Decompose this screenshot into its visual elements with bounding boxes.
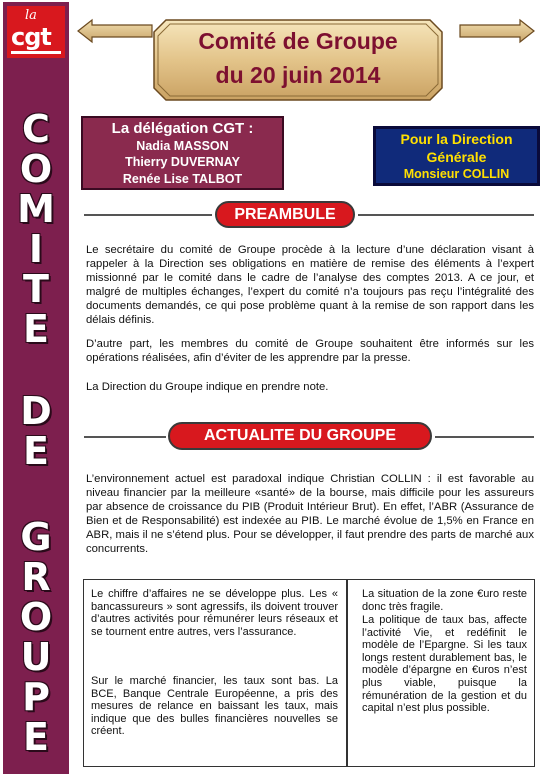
direction-line: Monsieur COLLIN [403,167,510,181]
vertical-letter: O [19,595,53,639]
left-arrow-ornament [76,18,154,44]
delegation-title: La délégation CGT : [111,120,254,137]
title-frame [152,18,444,102]
delegation-member: Nadia MASSON [136,139,229,153]
actualite-heading: ACTUALITE DU GROUPE [168,422,432,450]
preambule-paragraph: D’autre part, les membres du comité de Groupe souhaitent être informés sur les opérations réalisées, afin d’éviter de les apprendre par la presse. [86,338,534,364]
right-column-paragraph: La situation de la zone €uro reste donc très fragile. [362,588,527,613]
vertical-letter: R [21,555,51,599]
vertical-letter: T [23,267,49,311]
actualite-rule-left [84,436,166,438]
title-line-2: du 20 juin 2014 [215,62,381,88]
vertical-letter: G [20,515,52,559]
vertical-letter: E [23,715,49,759]
delegation-box [81,116,284,190]
preambule-paragraph: Le secrétaire du comité de Groupe procède à la lecture d’une déclaration visant à rappeler à la Direction ses obligations en matière de remise des éléments à l’expert missionné par le comité dans le cadre de l’analyse des comptes 2013. A ce jour, et malgré de multiples échanges, l’expert du comité n’a toujours pas reçu l’intégralité des documents demandés, ce qui pose problème quant à la remise de son rapport dans les délais définis. [86,244,534,326]
left-column-paragraph: Sur le marché financier, les taux sont bas. La BCE, Banque Centrale Européenne, a pris des mesures de relance en baissant les taux, mais indique que des bulles financières nouvelles se créent. [91,675,338,738]
sidebar [3,2,69,774]
actualite-paragraph: L’environnement actuel est paradoxal indique Christian COLLIN : il est favorable au niveau financier par la meilleure «santé» de la bourse, mais difficile pour les assureurs par absence de croissance du PIB (Produit Intérieur Brut). En effet, l’ABR (Assurance de Bien et de Responsabilité) est indexée au PIB. Le marché évolue de 1,5% en France en ABR, mais il ne s’étend plus. Pour se développer, il faut prendre des parts de marché aux concurrents. [86,473,534,555]
preambule-paragraph: La Direction du Groupe indique en prendre note. [86,381,329,393]
right-arrow-ornament [458,18,536,44]
logo-main-text: cgt [11,23,51,51]
preambule-rule-left [84,214,212,216]
preambule-heading: PREAMBULE [215,201,355,228]
vertical-letter: P [22,675,50,719]
vertical-letter: I [28,227,44,271]
vertical-letter: O [19,147,53,191]
direction-line: Générale [426,149,487,165]
vertical-letter: E [23,307,49,351]
vertical-letter: D [20,389,52,433]
column-divider [346,579,348,767]
preambule-rule-right [358,214,534,216]
logo-small-text: la [25,8,37,23]
direction-line: Pour la Direction [400,131,513,147]
actualite-rule-right [435,436,534,438]
title-line-1: Comité de Groupe [198,28,398,54]
delegation-member: Renée Lise TALBOT [122,172,243,186]
direction-box [373,126,540,186]
vertical-letter: E [23,429,49,473]
cgt-logo [7,6,65,58]
vertical-letter: C [22,107,50,151]
logo-bar [11,51,61,54]
vertical-letter: M [17,187,55,231]
delegation-member: Thierry DUVERNAY [125,155,240,169]
left-column-paragraph: Le chiffre d’affaires ne se développe plus. Les « bancassureurs » sont agressifs, ils doivent trouver d’autres activités pour rémunérer leurs réseaux et se tournent entre autres, vers l’assurance. [91,588,338,638]
right-column-paragraph: La politique de taux bas, affecte l’activité Vie, et redéfinit le modèle de l’Epargne. Si les taux longs restent durablement bas, le modèle d’épargne en €uros n’est plus viable, puisque la rémunération de la gestion et du capital n’est plus possible. [362,614,527,715]
vertical-letter: U [20,635,52,679]
